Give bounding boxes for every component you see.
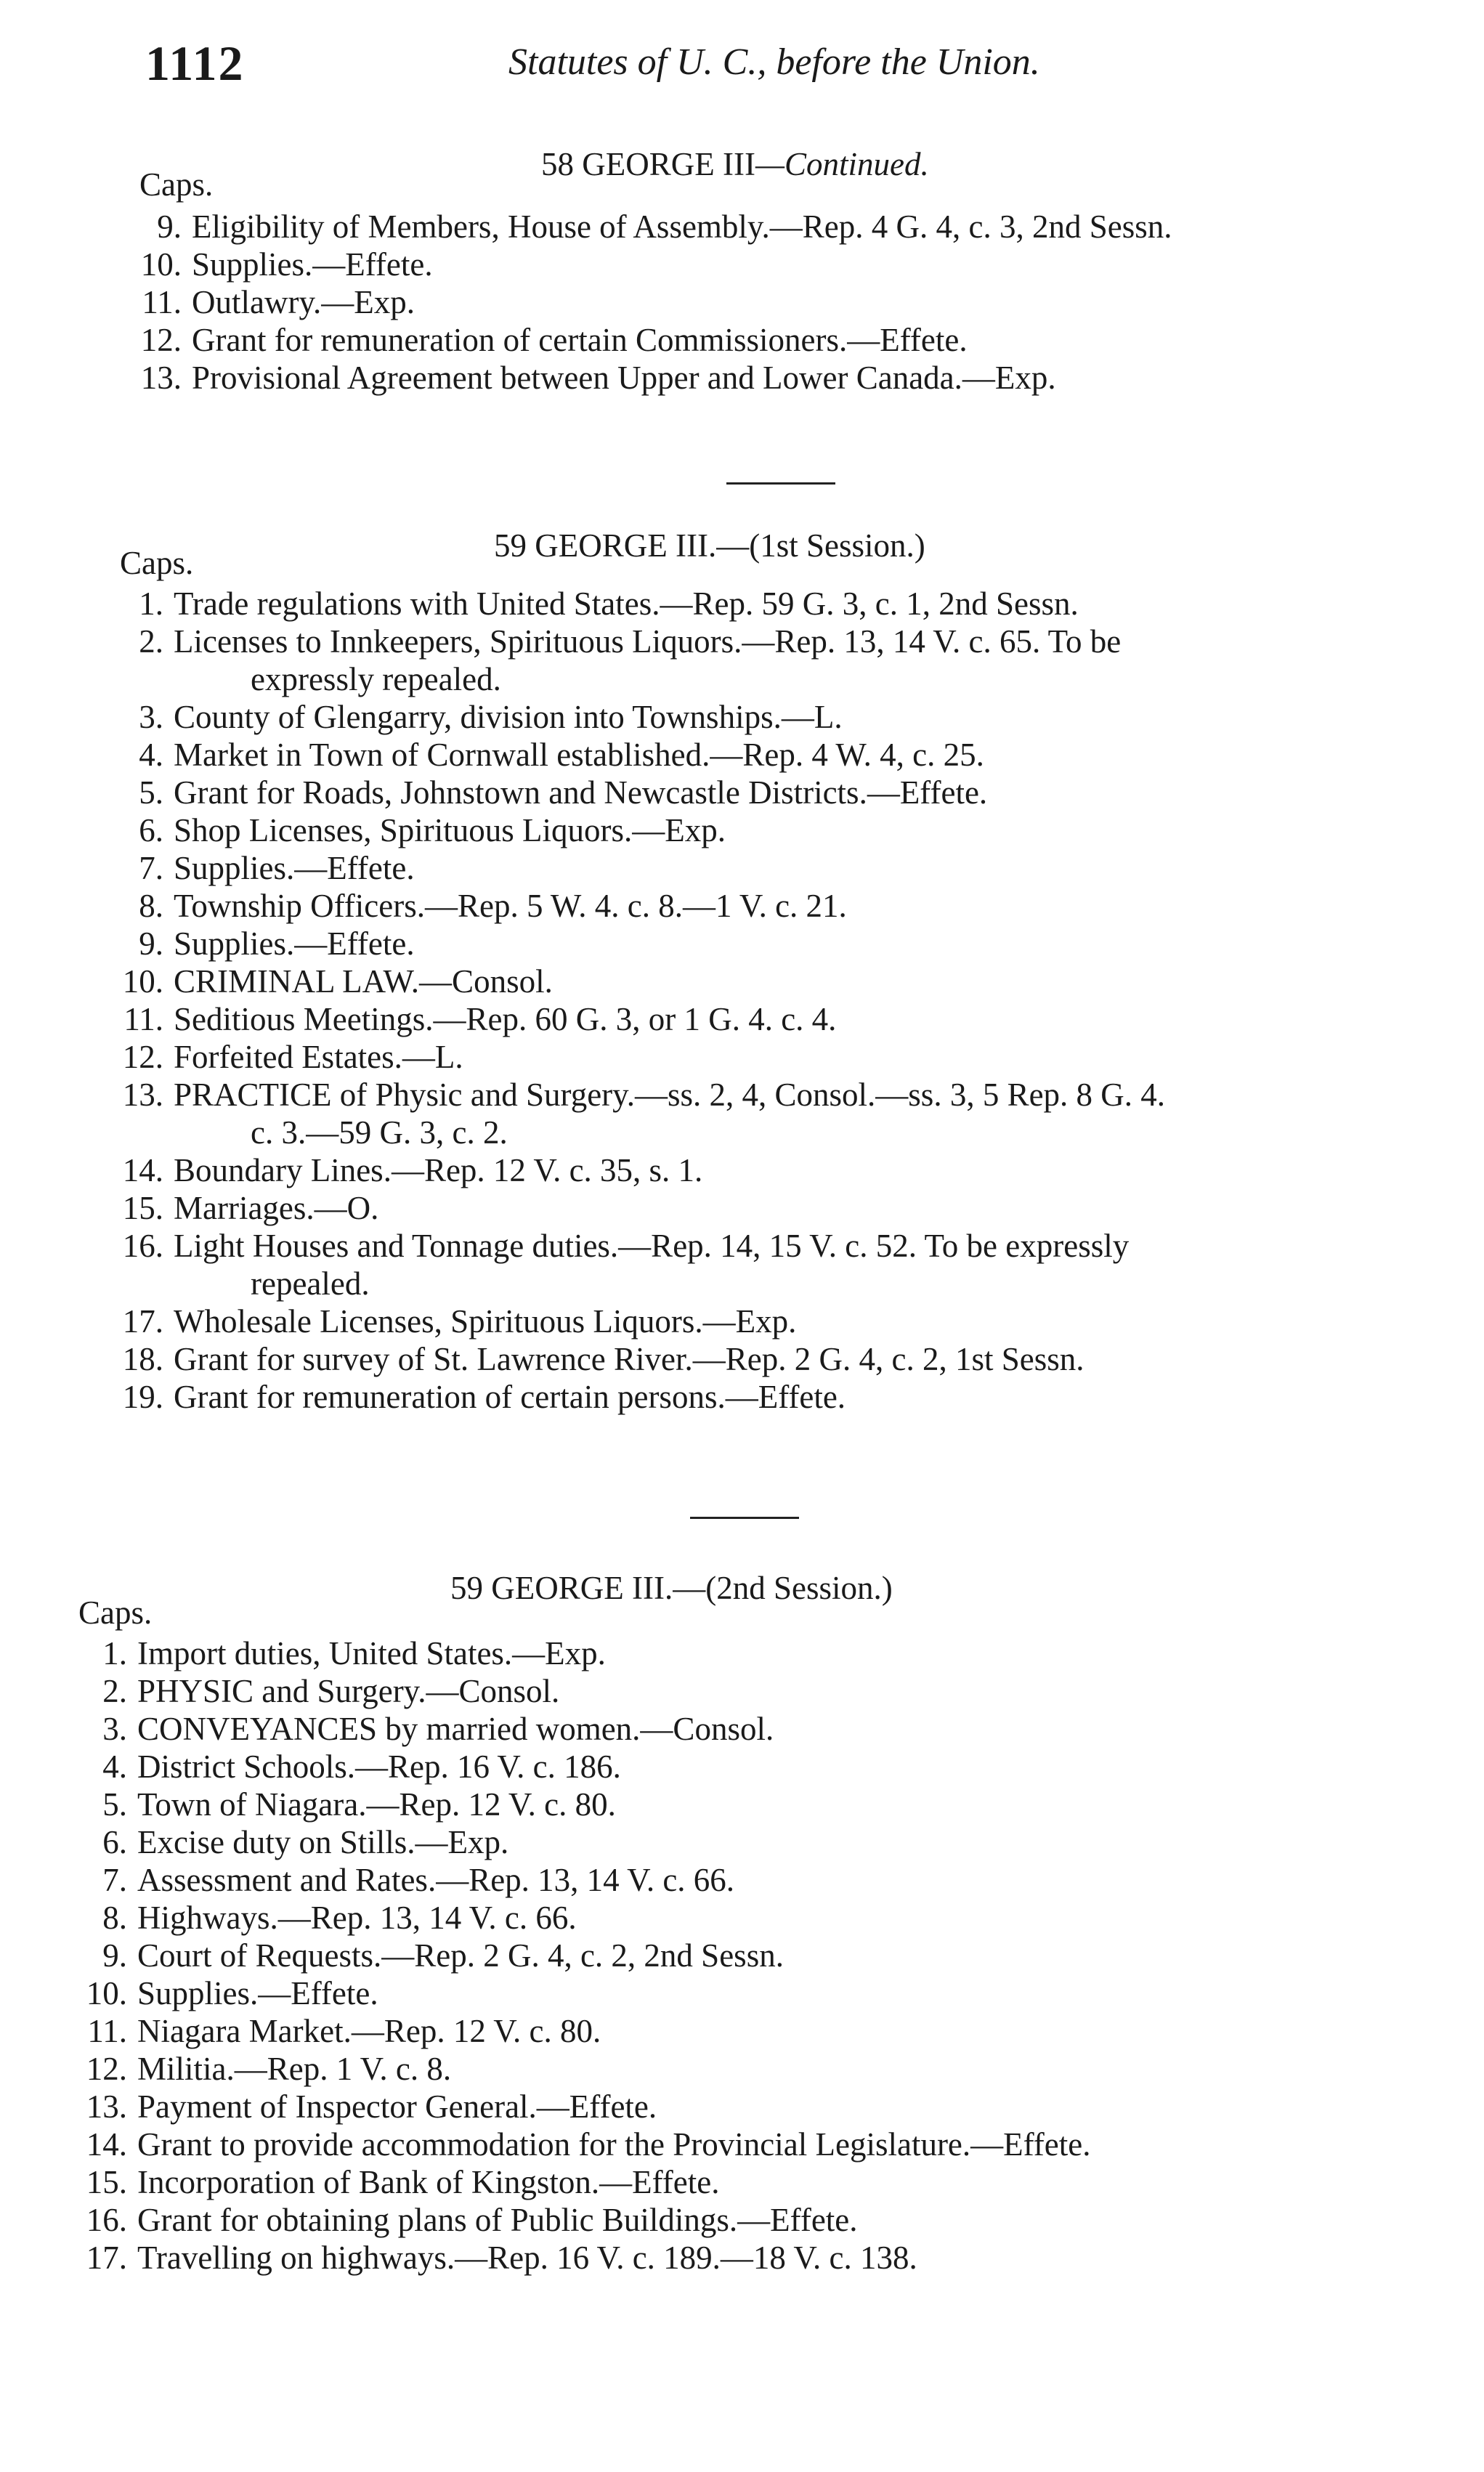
page-header bbox=[0, 28, 1484, 115]
list-item: 2. PHYSIC and Surgery.—Consol. bbox=[102, 1673, 560, 1709]
list-item: 12. Grant for remuneration of certain Commissioners.—Effete. bbox=[140, 322, 968, 358]
list-item: 15. Marriages.—O. bbox=[122, 1190, 379, 1226]
list-item: 13. Provisional Agreement between Upper and Lower Canada.—Exp. bbox=[140, 360, 1056, 396]
list-item: 12. Militia.—Rep. 1 V. c. 8. bbox=[86, 2051, 452, 2087]
caps-label: Caps. bbox=[139, 166, 214, 203]
list-item: 4. Market in Town of Cornwall established.—Rep. 4 W. 4, c. 25. bbox=[139, 737, 984, 773]
section-title: 58 GEORGE III—Continued. bbox=[541, 146, 929, 182]
caps-label: Caps. bbox=[78, 1594, 153, 1631]
list-item: 2. Licenses to Innkeepers, Spirituous Liquors.—Rep. 13, 14 V. c. 65. To be expressly repealed. bbox=[139, 623, 1122, 697]
list-item: 7. Assessment and Rates.—Rep. 13, 14 V. c. 66. bbox=[102, 1862, 735, 1898]
list-item: 18. Grant for survey of St. Lawrence River.—Rep. 2 G. 4, c. 2, 1st Sessn. bbox=[122, 1341, 1084, 1377]
list-item: 6. Excise duty on Stills.—Exp. bbox=[102, 1824, 509, 1860]
caps-label: Caps. bbox=[120, 545, 194, 581]
list-item: 10. Supplies.—Effete. bbox=[140, 246, 433, 283]
section-divider bbox=[690, 1517, 799, 1519]
running-title: Statutes of U. C., before the Union. bbox=[508, 41, 1040, 83]
list-item: 15. Incorporation of Bank of Kingston.—Effete. bbox=[86, 2164, 720, 2200]
list-item: 1. Import duties, United States.—Exp. bbox=[102, 1635, 606, 1671]
list-item: 16. Light Houses and Tonnage duties.—Rep. 14, 15 V. c. 52. To be expressly repealed. bbox=[122, 1228, 1130, 1302]
entry-list bbox=[62, 1634, 1369, 2277]
page-number: 1112 bbox=[145, 36, 245, 91]
list-item: 6. Shop Licenses, Spirituous Liquors.—Exp. bbox=[139, 812, 726, 848]
list-item: 17. Wholesale Licenses, Spirituous Liquors.—Exp. bbox=[122, 1303, 797, 1340]
list-item: 8. Highways.—Rep. 13, 14 V. c. 66. bbox=[102, 1900, 577, 1936]
list-item: 16. Grant for obtaining plans of Public Buildings.—Effete. bbox=[86, 2202, 858, 2238]
list-item: 5. Grant for Roads, Johnstown and Newcastle Districts.—Effete. bbox=[139, 774, 988, 811]
list-item: 9. Supplies.—Effete. bbox=[139, 925, 415, 962]
list-item: 13. PRACTICE of Physic and Surgery.—ss. 2, 4, Consol.—ss. 3, 5 Rep. 8 G. 4. c. 3.—59 G. 3, c. 2. bbox=[122, 1077, 1166, 1151]
list-item: 13. Payment of Inspector General.—Effete. bbox=[86, 2088, 657, 2125]
list-item: 4. District Schools.—Rep. 16 V. c. 186. bbox=[102, 1748, 621, 1785]
section-title: 59 GEORGE III.—(2nd Session.) bbox=[450, 1570, 893, 1606]
list-item: 1. Trade regulations with United States.—Rep. 59 G. 3, c. 1, 2nd Sessn. bbox=[139, 585, 1079, 622]
section-title: 59 GEORGE III.—(1st Session.) bbox=[494, 527, 925, 564]
list-item: 3. County of Glengarry, division into Townships.—L. bbox=[139, 699, 843, 735]
list-item: 11. Outlawry.—Exp. bbox=[142, 284, 415, 320]
list-item: 8. Township Officers.—Rep. 5 W. 4. c. 8.—1 V. c. 21. bbox=[139, 888, 847, 924]
list-item: 19. Grant for remuneration of certain persons.—Effete. bbox=[122, 1379, 846, 1415]
list-item: 17. Travelling on highways.—Rep. 16 V. c. 189.—18 V. c. 138. bbox=[86, 2240, 917, 2276]
list-item: 9. Eligibility of Members, House of Assembly.—Rep. 4 G. 4, c. 3, 2nd Sessn. bbox=[157, 208, 1172, 245]
list-item: 10. Supplies.—Effete. bbox=[86, 1975, 378, 2011]
section-divider bbox=[726, 482, 835, 485]
entry-list bbox=[98, 585, 1406, 1416]
list-item: 9. Court of Requests.—Rep. 2 G. 4, c. 2, 2nd Sessn. bbox=[102, 1937, 784, 1974]
list-item: 12. Forfeited Estates.—L. bbox=[122, 1039, 463, 1075]
list-item: 14. Grant to provide accommodation for the Provincial Legislature.—Effete. bbox=[86, 2126, 1091, 2163]
list-item: 11. Niagara Market.—Rep. 12 V. c. 80. bbox=[87, 2013, 601, 2049]
list-item: 7. Supplies.—Effete. bbox=[139, 850, 415, 886]
list-item: 10. CRIMINAL LAW.—Consol. bbox=[122, 963, 553, 1000]
list-item: 5. Town of Niagara.—Rep. 12 V. c. 80. bbox=[102, 1786, 616, 1823]
entry-list bbox=[116, 208, 1424, 397]
list-item: 11. Seditious Meetings.—Rep. 60 G. 3, or 1 G. 4. c. 4. bbox=[123, 1001, 837, 1037]
list-item: 14. Boundary Lines.—Rep. 12 V. c. 35, s. 1. bbox=[122, 1152, 703, 1188]
list-item: 3. CONVEYANCES by married women.—Consol. bbox=[102, 1711, 774, 1747]
